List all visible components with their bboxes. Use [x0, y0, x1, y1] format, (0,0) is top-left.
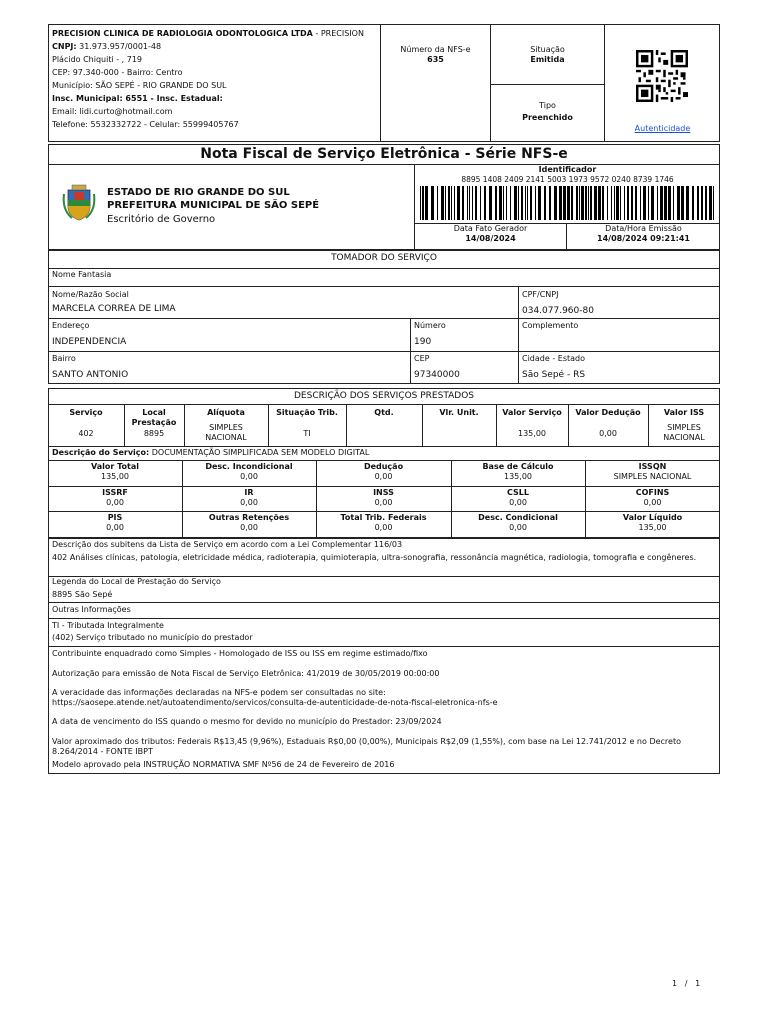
- cep-value: 97340000: [414, 370, 460, 380]
- outras-simples: Contribuinte enquadrado como Simples - Homologado de ISS ou ISS em regime estimado/fixo: [52, 649, 428, 658]
- gov-office: Escritório de Governo: [107, 214, 216, 225]
- cidade-label: Cidade - Estado: [522, 354, 585, 363]
- total-cell: [182, 488, 316, 508]
- service-header-5: Vlr. Unit.: [439, 408, 479, 417]
- total-cell: [451, 488, 585, 508]
- service-header-8: Valor ISS: [663, 408, 705, 417]
- total-label: Valor Total: [91, 462, 139, 471]
- total-value: 0,00: [106, 498, 124, 507]
- autenticidade-link[interactable]: Autenticidade: [634, 124, 691, 133]
- total-value: 0,00: [240, 472, 258, 481]
- total-label: INSS: [373, 488, 394, 497]
- nome-value: MARCELA CORREA DE LIMA: [52, 304, 176, 314]
- issuer-phone: Telefone: 5532332722 - Celular: 55999405767: [52, 120, 239, 129]
- barcode: [420, 186, 716, 222]
- data-emissao-label: Data/Hora Emissão: [605, 224, 682, 233]
- gov-state: ESTADO DE RIO GRANDE DO SUL: [107, 187, 290, 198]
- servicos-section-title: DESCRIÇÃO DOS SERVIÇOS PRESTADOS: [293, 391, 474, 401]
- total-cell: [585, 513, 720, 533]
- status-badge: Emitida: [530, 55, 565, 64]
- subitens-label: Descrição dos subitens da Lista de Serviço em acordo com a Lei Complementar 116/03: [52, 540, 403, 549]
- total-value: 0,00: [374, 523, 393, 532]
- total-value: 135,00: [638, 523, 667, 532]
- total-label: Desc. Condicional: [478, 513, 558, 522]
- outras-autorizacao: Autorização para emissão de Nota Fiscal de Serviço Eletrônica: 41/2019 de 30/05/2019 00:00:00: [52, 669, 440, 678]
- issuer-name: PRECISION CLINICA DE RADIOLOGIA ODONTOLOGICA LTDA: [52, 29, 313, 38]
- total-label: Valor Líquido: [622, 513, 683, 522]
- total-value: SIMPLES NACIONAL: [613, 472, 692, 481]
- total-value: 135,00: [504, 472, 532, 481]
- identificador-label: Identificador: [538, 165, 597, 174]
- total-cell: [316, 513, 451, 533]
- total-cell: [48, 462, 182, 482]
- total-cell: [451, 513, 585, 533]
- type-label: Tipo: [539, 101, 556, 110]
- status-label: Situação: [530, 45, 565, 54]
- issuer-cnpj: 31.973.957/0001-48: [79, 42, 162, 51]
- service-cell-1: 8895: [143, 429, 165, 438]
- legenda-label: Legenda do Local de Prestação do Serviço: [52, 577, 221, 586]
- outras-line2: (402) Serviço tributado no município do prestador: [52, 633, 253, 642]
- bairro-label: Bairro: [52, 354, 76, 363]
- service-header-0: Serviço: [69, 408, 103, 417]
- service-header-6: Valor Serviço: [502, 408, 562, 417]
- total-cell: [451, 462, 585, 482]
- service-header-1: Local Prestação: [131, 408, 177, 427]
- outras-vencimento: A data de vencimento do ISS quando o mesmo for devido no município do Prestador: 23/09/2024: [52, 717, 442, 726]
- outras-url: https://saosepe.atende.net/autoatendimento/servicos/consulta-de-autenticidade-de-nota-fiscal-eletronica-nfs-e: [52, 698, 498, 707]
- service-header-4: Qtd.: [374, 408, 394, 417]
- total-cell: [316, 488, 451, 508]
- nfse-number: 635: [427, 55, 444, 64]
- bairro-value: SANTO ANTONIO: [52, 370, 129, 380]
- issuer-city: Município: SÃO SEPÉ - RIO GRANDE DO SUL: [52, 81, 227, 90]
- cep-label: CEP: [414, 354, 430, 363]
- total-label: PIS: [107, 513, 123, 522]
- total-value: 0,00: [106, 523, 124, 532]
- complemento-label: Complemento: [522, 321, 579, 330]
- total-value: 135,00: [101, 472, 129, 481]
- outras-label: Outras Informações: [52, 605, 131, 614]
- gov-prefeitura: PREFEITURA MUNICIPAL DE SÃO SEPÉ: [107, 200, 320, 211]
- service-header-7: Valor Dedução: [575, 408, 641, 417]
- service-cell-2: SIMPLES NACIONAL: [205, 423, 247, 442]
- total-label: Base de Cálculo: [482, 462, 554, 471]
- total-cell: [316, 462, 451, 482]
- total-value: 0,00: [509, 523, 527, 532]
- data-emissao-value: 14/08/2024 09:21:41: [597, 234, 690, 243]
- service-header-3: Situação Trib.: [276, 408, 338, 417]
- issuer-email: Email: lidi.curto@hotmail.com: [52, 107, 173, 116]
- total-label: CSLL: [507, 488, 529, 497]
- total-label: ISSRF: [102, 488, 128, 497]
- issuer-address: Plácido Chiquiti - , 719: [52, 55, 143, 64]
- total-label: Desc. Incondicional: [205, 462, 293, 471]
- total-value: 0,00: [643, 498, 662, 507]
- page-number: 1 / 1: [672, 979, 701, 988]
- coat-of-arms-icon: [62, 184, 96, 222]
- data-fato-value: 14/08/2024: [465, 234, 516, 243]
- outras-modelo: Modelo aprovado pela INSTRUÇÃO NORMATIVA SMF Nº56 de 24 de Fevereiro de 2016: [52, 760, 395, 769]
- nome-fantasia-label: Nome Fantasia: [52, 270, 112, 279]
- total-cell: [48, 488, 182, 508]
- tomador-block: [48, 250, 720, 384]
- subitens-text: 402 Análises clínicas, patologia, eletricidade médica, radioterapia, quimioterapia, ultra-sonografia, ressonância magnética, radiologia, tomografia e congêneres.: [52, 553, 697, 562]
- service-cell-0: 402: [78, 429, 94, 438]
- service-cell-8: SIMPLES NACIONAL: [663, 423, 705, 442]
- endereco-label: Endereço: [52, 321, 90, 330]
- total-label: Dedução: [363, 462, 404, 471]
- outras-line1: TI - Tributada Integralmente: [52, 621, 164, 630]
- issuer-info: PRECISION CLINICA DE RADIOLOGIA ODONTOLOGICA LTDA - PRECISION CNPJ: 31.973.957/0001-48 Plácido Chiquiti - , 719 CEP: 97.340-000 - Bairro: Centro Município: SÃO SEPÉ - RIO GRANDE DO SUL Insc. Municipal: 6551 - Insc. Estadual: Email: lidi.curto@hotmail.com Telefone: 5532332722 - Celular: 55999405767: [52, 27, 378, 131]
- nome-label: Nome/Razão Social: [52, 290, 129, 299]
- numero-value: 190: [414, 337, 432, 347]
- outras-tributos: Valor aproximado dos tributos: Federais R$13,45 (9,96%), Estaduais R$0,00 (0,00%), Municipais R$2,09 (1,55%), com base na Lei 12.741/2012 e no Decreto 8.264/2014 - FONTE IBPT: [52, 737, 681, 756]
- total-label: IR: [244, 488, 254, 497]
- total-value: 0,00: [509, 498, 527, 507]
- issuer-inscricao: Insc. Municipal: 6551 - Insc. Estadual:: [52, 94, 223, 103]
- total-label: Total Trib. Federais: [340, 513, 427, 522]
- service-header-2: Alíquota: [207, 408, 245, 417]
- outras-veracidade: A veracidade das informações declaradas na NFS-e podem ser consultadas no site:: [52, 688, 386, 697]
- identificador-value: 8895 1408 2409 2141 5003 1973 9572 0240 8739 1746: [461, 175, 674, 184]
- total-label: ISSQN: [638, 462, 667, 471]
- total-value: 0,00: [240, 498, 258, 507]
- total-value: 0,00: [374, 472, 393, 481]
- endereco-value: INDEPENDENCIA: [52, 337, 127, 347]
- service-description: Descrição do Serviço: DOCUMENTAÇÃO SIMPLIFICADA SEM MODELO DIGITAL: [52, 448, 370, 457]
- total-cell: [182, 513, 316, 533]
- total-label: COFINS: [635, 488, 670, 497]
- type-value: Preenchido: [522, 113, 573, 122]
- legenda-text: 8895 São Sepé: [52, 590, 113, 599]
- total-value: 0,00: [240, 523, 258, 532]
- cpf-value: 034.077.960-80: [522, 306, 594, 316]
- tomador-section-title: TOMADOR DO SERVIÇO: [331, 253, 437, 263]
- cidade-value: São Sepé - RS: [522, 370, 586, 380]
- service-cell-7: 0,00: [599, 429, 617, 438]
- total-cell: [585, 462, 720, 482]
- cpf-label: CPF/CNPJ: [522, 290, 559, 299]
- data-fato-label: Data Fato Gerador: [453, 224, 528, 233]
- total-cell: [182, 462, 316, 482]
- total-label: Outras Retenções: [208, 513, 290, 522]
- numero-label: Número: [414, 321, 446, 330]
- service-cell-6: 135,00: [518, 429, 546, 438]
- total-value: 0,00: [374, 498, 393, 507]
- total-cell: [585, 488, 720, 508]
- qr-code-icon[interactable]: [636, 50, 688, 102]
- nfse-number-label: Número da NFS-e: [400, 45, 471, 54]
- document-title: Nota Fiscal de Serviço Eletrônica - Série NFS-e: [200, 146, 568, 162]
- service-cell-3: TI: [303, 429, 311, 438]
- issuer-cep: CEP: 97.340-000 - Bairro: Centro: [52, 68, 183, 77]
- total-cell: [48, 513, 182, 533]
